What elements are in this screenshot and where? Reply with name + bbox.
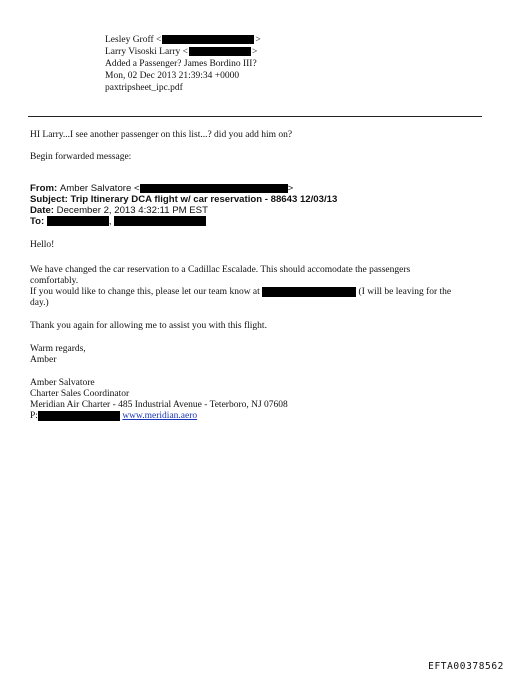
fwd-to-sep: , bbox=[108, 216, 112, 227]
fwd-from-row bbox=[30, 183, 293, 194]
msg-p1-line1: We have changed the car reservation to a Cadillac Escalade. This should accomodate the passengers bbox=[30, 265, 411, 275]
redaction-block bbox=[162, 35, 254, 44]
redaction-block bbox=[140, 184, 288, 193]
header-from-name: Lesley Groff < bbox=[105, 35, 162, 45]
reply-line-1: HI Larry...I see another passenger on this list...? did you add him on? bbox=[30, 130, 293, 140]
document-id: EFTA00378562 bbox=[428, 661, 504, 672]
header-subject-value: Added a Passenger? James Bordino III? bbox=[105, 59, 257, 69]
header-attachments-value: paxtripsheet_ipc.pdf bbox=[105, 83, 183, 93]
header-to-value bbox=[105, 47, 257, 58]
msg-greeting: Hello! bbox=[30, 240, 55, 250]
msg-p2-line2: day.) bbox=[30, 298, 49, 308]
reply-line-2: Begin forwarded message: bbox=[30, 152, 132, 162]
msg-closing: Warm regards, bbox=[30, 344, 86, 354]
fwd-from-close: > bbox=[287, 183, 294, 194]
fwd-subject-value: Trip Itinerary DCA flight w/ car reservation - 88643 12/03/13 bbox=[70, 194, 338, 205]
fwd-subject-label: Subject: bbox=[30, 194, 68, 205]
redaction-block bbox=[189, 47, 251, 56]
fwd-from-name: Amber Salvatore < bbox=[59, 183, 140, 194]
msg-p2-line1 bbox=[30, 287, 451, 298]
header-date-value: Mon, 02 Dec 2013 21:39:34 +0000 bbox=[105, 71, 240, 81]
header-from-close: > bbox=[255, 35, 261, 45]
fwd-date-row bbox=[30, 205, 208, 216]
sig-title: Charter Sales Coordinator bbox=[30, 389, 130, 399]
header-divider bbox=[28, 116, 482, 117]
sig-contact-row bbox=[30, 411, 197, 422]
msg-p2-text-b: (I will be leaving for the bbox=[358, 287, 452, 298]
redaction-block bbox=[38, 411, 120, 421]
fwd-date-value: December 2, 2013 4:32:11 PM EST bbox=[56, 205, 208, 216]
redaction-block bbox=[47, 216, 109, 226]
sig-name: Amber Salvatore bbox=[30, 378, 95, 388]
msg-p3: Thank you again for allowing me to assist you with this flight. bbox=[30, 321, 267, 331]
msg-closing-name: Amber bbox=[30, 355, 57, 365]
header-from-value bbox=[105, 35, 261, 46]
header-to-close: > bbox=[251, 47, 258, 57]
fwd-to-row bbox=[30, 216, 206, 227]
fwd-subject-row bbox=[30, 194, 337, 205]
msg-p1-line2: comfortably. bbox=[30, 276, 79, 286]
fwd-to-label: To: bbox=[30, 216, 45, 227]
redaction-block bbox=[114, 216, 206, 226]
redaction-block bbox=[262, 287, 356, 297]
fwd-date-label: Date: bbox=[30, 205, 54, 216]
sig-phone-label: P: bbox=[30, 411, 38, 422]
fwd-from-label: From: bbox=[30, 183, 58, 194]
msg-p2-text-a: If you would like to change this, please let our team know at bbox=[30, 287, 260, 298]
header-to-name: Larry Visoski Larry < bbox=[105, 47, 188, 57]
sig-website-link[interactable]: www.meridian.aero bbox=[122, 411, 198, 422]
sig-address: Meridian Air Charter - 485 Industrial Avenue - Teterboro, NJ 07608 bbox=[30, 400, 288, 410]
